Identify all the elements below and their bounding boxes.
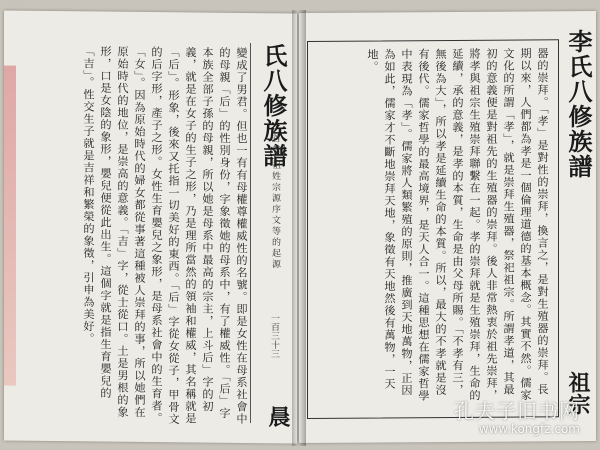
left-page-running-title: 氏八修族譜 [259, 43, 288, 169]
right-page [299, 11, 596, 443]
right-page-body-text: 器的崇拜。「孝」是對性的崇拜，換言之，是對生殖器的崇拜。長期以來，人們都為孝是一個倫理道德的基本概念。其實不然。儒家文化的所謂「孝」，就是崇拜生殖器，祭祀祖宗。所謂孝道，其最初的意義便是對祖先的生殖器的崇拜。後人非常熱衷於祖先崇拜，將孝與祖宗生殖崇拜聯繫在一起。孝的崇拜就是生殖崇拜，生命的延續，承的意義，是孝的本質，生命是由父母所賜。「不孝有三，無後為大」，所以孝是延續生命的本質。所以，最大的不孝就是沒有後代。儒家哲學的最高境界，是天人合一。這種思想在儒家哲學中表現為「孝」。儒家將人類繁殖的原則，推廣到天地萬物，正因為如此，儒家才不斷地崇拜天地，象徵有天地然後有萬物，一天地。 [366, 47, 549, 403]
watermark-text: 孔夫子旧书网 [454, 399, 580, 423]
watermark-url: www.kongfz.com [478, 422, 580, 436]
book-spine-gutter [292, 10, 306, 446]
left-page-bottom-title: 西晨 [265, 405, 291, 428]
left-page [4, 10, 297, 443]
left-page-edge-strip [4, 65, 16, 385]
right-page-bottom-title: 祖宗 [565, 370, 591, 416]
left-page-divider [250, 43, 251, 423]
left-page-section-subtitle: 首卷 祖姓宗源序文等的起源 [270, 133, 280, 271]
left-page-number: 一百三十三 [269, 313, 279, 359]
left-page-body-text: 變成了男君。但也一有有母權尊權威性的名號。即是女性在母系社會中的母親「后」的性別身份，字象徵她的母系中，有了權威性。「后」字本族全部子孫的母親，所以她是母系中最高的宗主，上斗后」字的初義，就是在女子的生子之形，乃是理所當然的領袖和權威，其名稱就是「后」。形象，後來又托指一切美好的東西。「后」字從女從子，甲骨文的后字形，產子之形。女性生育嬰兒之象形，是母系社會中的生育者。「女」。因為原始時代的婦女都從事著這種被人崇拜的事，所以她們在原始時代的地位，是崇高的意義。「吉」字，從士從口。土是男根的象形，口是女陰的象形，嬰兒便從此出生。這個字就是指生育嬰兒的「吉」。性交生子就是吉祥和繁榮的象徵，引申為美好。 [82, 45, 248, 426]
right-page-running-title: 李氏八修族譜 [564, 28, 593, 180]
watermark [454, 395, 580, 436]
